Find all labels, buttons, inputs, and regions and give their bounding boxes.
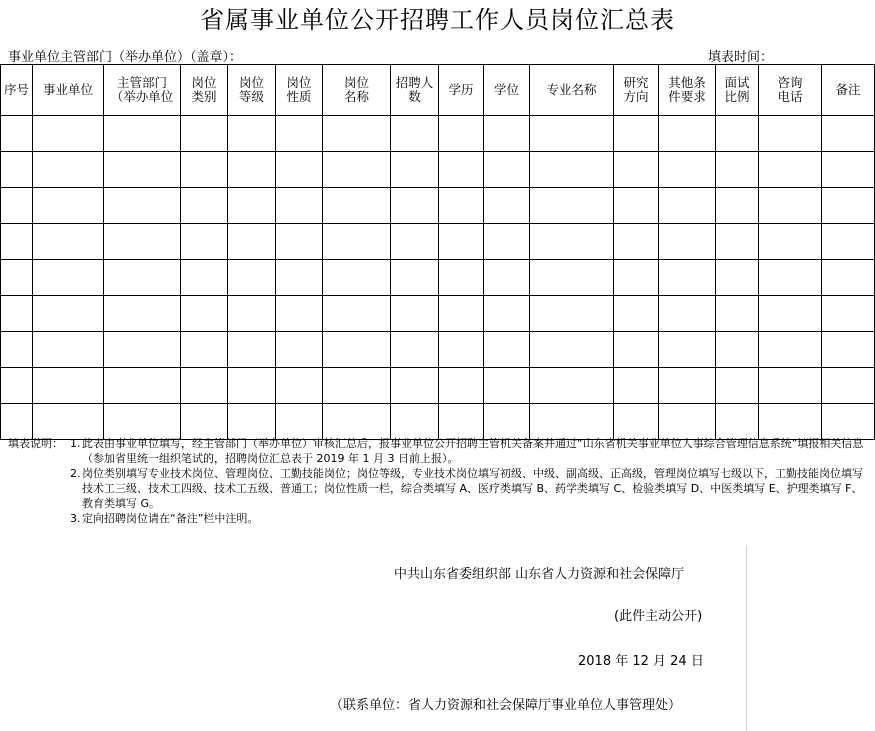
col-header-education: 学历 — [439, 65, 484, 116]
table-cell — [276, 260, 323, 296]
table-cell — [530, 296, 614, 332]
table-cell — [822, 296, 875, 332]
table-cell — [614, 260, 659, 296]
table-cell — [530, 152, 614, 188]
table-cell — [822, 152, 875, 188]
table-cell — [614, 188, 659, 224]
table-cell — [181, 188, 228, 224]
table-cell — [659, 188, 716, 224]
table-cell — [530, 224, 614, 260]
table-cell — [33, 188, 104, 224]
table-cell — [228, 224, 276, 260]
table-cell — [228, 260, 276, 296]
table-cell — [181, 260, 228, 296]
col-header-phone: 咨询 电话 — [759, 65, 822, 116]
page-title: 省属事业单位公开招聘工作人员岗位汇总表 — [200, 6, 675, 34]
table-row — [1, 404, 875, 440]
col-header-index: 序号 — [1, 65, 33, 116]
table-cell — [104, 188, 181, 224]
instructions-heading: 填表说明： — [8, 437, 63, 450]
table-cell — [484, 260, 530, 296]
table-row — [1, 368, 875, 404]
instruction-item — [70, 511, 868, 526]
col-header-other: 其他条 件要求 — [659, 65, 716, 116]
table-cell — [33, 296, 104, 332]
table-cell — [1, 188, 33, 224]
table-cell — [323, 152, 391, 188]
table-cell — [323, 188, 391, 224]
table-cell — [530, 188, 614, 224]
table-cell — [716, 152, 759, 188]
table-cell — [323, 404, 391, 440]
col-header-degree: 学位 — [484, 65, 530, 116]
table-cell — [276, 224, 323, 260]
table-cell — [104, 260, 181, 296]
table-cell — [391, 296, 439, 332]
table-cell — [759, 404, 822, 440]
contact-line: （联系单位：省人力资源和社会保障厅事业单位人事管理处） — [330, 698, 682, 713]
table-cell — [716, 116, 759, 152]
table-cell — [228, 404, 276, 440]
col-header-post-nature: 岗位 性质 — [276, 65, 323, 116]
table-cell — [323, 116, 391, 152]
table-cell — [391, 260, 439, 296]
table-cell — [1, 296, 33, 332]
table-cell — [276, 152, 323, 188]
table-cell — [181, 116, 228, 152]
table-cell — [484, 296, 530, 332]
table-row — [1, 152, 875, 188]
table-cell — [530, 404, 614, 440]
table-cell — [228, 368, 276, 404]
table-cell — [33, 224, 104, 260]
col-header-post-category: 岗位 类别 — [181, 65, 228, 116]
instruction-number: 2. — [70, 467, 81, 480]
col-header-post-name: 岗位 名称 — [323, 65, 391, 116]
table-cell — [1, 332, 33, 368]
table-cell — [822, 224, 875, 260]
table-cell — [104, 296, 181, 332]
table-cell — [276, 368, 323, 404]
table-cell — [391, 224, 439, 260]
table-cell — [323, 332, 391, 368]
table-cell — [759, 296, 822, 332]
table-cell — [716, 404, 759, 440]
table-cell — [439, 224, 484, 260]
instruction-text: 定向招聘岗位请在“备注”栏中注明。 — [82, 512, 259, 525]
table-cell — [33, 368, 104, 404]
table-cell — [391, 116, 439, 152]
table-cell — [1, 152, 33, 188]
table-cell — [276, 116, 323, 152]
col-header-unit: 事业单位 — [33, 65, 104, 116]
col-header-headcount: 招聘人 数 — [391, 65, 439, 116]
table-cell — [104, 116, 181, 152]
position-summary-table — [0, 64, 875, 440]
table-cell — [614, 296, 659, 332]
table-cell — [33, 116, 104, 152]
table-cell — [822, 188, 875, 224]
table-cell — [659, 152, 716, 188]
table-cell — [1, 224, 33, 260]
table-cell — [614, 116, 659, 152]
table-cell — [391, 188, 439, 224]
table-cell — [391, 332, 439, 368]
table-cell — [1, 260, 33, 296]
table-cell — [759, 188, 822, 224]
col-header-interview-ratio: 面试 比例 — [716, 65, 759, 116]
table-cell — [181, 332, 228, 368]
table-cell — [484, 404, 530, 440]
table-cell — [659, 224, 716, 260]
table-cell — [104, 404, 181, 440]
table-cell — [659, 404, 716, 440]
table-cell — [276, 296, 323, 332]
table-cell — [484, 332, 530, 368]
instructions-list — [70, 436, 868, 526]
table-cell — [439, 404, 484, 440]
table-cell — [439, 116, 484, 152]
table-cell — [104, 332, 181, 368]
instruction-text: 此表由事业单位填写，经主管部门（举办单位）审核汇总后，报事业单位公开招聘主管机关备案并通过“山东省机关事业单位人事综合管理信息系统”填报相关信息（参加省里统一组织笔试的，招聘岗位汇总表于 2019 年 1 月 3 日前上报）。 — [82, 437, 864, 465]
table-cell — [484, 188, 530, 224]
table-row — [1, 260, 875, 296]
table-cell — [1, 116, 33, 152]
table-cell — [484, 116, 530, 152]
table-cell — [716, 224, 759, 260]
table-cell — [716, 368, 759, 404]
table-cell — [33, 152, 104, 188]
issue-date: 2018 年 12 月 24 日 — [578, 654, 704, 669]
table-cell — [323, 296, 391, 332]
table-cell — [822, 404, 875, 440]
instruction-number: 3. — [70, 512, 81, 525]
table-cell — [759, 368, 822, 404]
table-cell — [391, 368, 439, 404]
table-cell — [1, 368, 33, 404]
table-row — [1, 296, 875, 332]
page-divider — [746, 545, 747, 731]
table-cell — [33, 404, 104, 440]
public-note: (此件主动公开) — [614, 609, 703, 624]
instruction-text: 岗位类别填写专业技术岗位、管理岗位、工勤技能岗位；岗位等级，专业技术岗位填写初级、中级、副高级、正高级，管理岗位填写七级以下，工勤技能岗位填写技术工三级、技术工四级、技术工五级、普通工；岗位性质一栏，综合类填写 A、医疗类填写 B、药学类填写 C、检验类填写 D、中医类填写 E、护理类填写 F、教育类填写 G。 — [82, 467, 863, 510]
header-row — [1, 65, 875, 116]
table-cell — [530, 332, 614, 368]
table-cell — [228, 332, 276, 368]
table-cell — [391, 404, 439, 440]
table-cell — [759, 224, 822, 260]
table-cell — [439, 152, 484, 188]
table-cell — [822, 368, 875, 404]
table-cell — [716, 296, 759, 332]
table-cell — [276, 188, 323, 224]
instruction-item — [70, 436, 868, 466]
col-header-research: 研究 方向 — [614, 65, 659, 116]
table-cell — [181, 368, 228, 404]
table-cell — [484, 224, 530, 260]
table-cell — [716, 188, 759, 224]
table-cell — [614, 404, 659, 440]
table-cell — [439, 188, 484, 224]
table-cell — [759, 332, 822, 368]
col-header-remarks: 备注 — [822, 65, 875, 116]
table-row — [1, 116, 875, 152]
table-cell — [659, 116, 716, 152]
table-cell — [323, 224, 391, 260]
table-cell — [439, 332, 484, 368]
table-cell — [323, 368, 391, 404]
table-cell — [228, 296, 276, 332]
table-cell — [614, 332, 659, 368]
table-cell — [716, 260, 759, 296]
table-cell — [530, 368, 614, 404]
issuer-line: 中共山东省委组织部 山东省人力资源和社会保障厅 — [394, 567, 685, 582]
table-cell — [276, 404, 323, 440]
table-cell — [181, 152, 228, 188]
table-cell — [822, 332, 875, 368]
col-header-major: 专业名称 — [530, 65, 614, 116]
table-cell — [530, 260, 614, 296]
table-cell — [614, 152, 659, 188]
table-cell — [759, 116, 822, 152]
table-cell — [659, 332, 716, 368]
table-cell — [181, 404, 228, 440]
table-cell — [228, 152, 276, 188]
table-cell — [1, 404, 33, 440]
unit-label: 事业单位主管部门（举办单位）（盖章）： — [8, 50, 243, 65]
table-cell — [822, 260, 875, 296]
table-cell — [439, 368, 484, 404]
table-row — [1, 224, 875, 260]
table-cell — [659, 260, 716, 296]
table-cell — [659, 296, 716, 332]
table-cell — [484, 368, 530, 404]
table-cell — [104, 152, 181, 188]
table-cell — [228, 188, 276, 224]
table-cell — [659, 368, 716, 404]
table-cell — [391, 152, 439, 188]
table-cell — [614, 224, 659, 260]
table-cell — [276, 332, 323, 368]
table-cell — [759, 260, 822, 296]
table-cell — [181, 224, 228, 260]
table-cell — [439, 296, 484, 332]
table-cell — [439, 260, 484, 296]
col-header-department: 主管部门 （举办单位 — [104, 65, 181, 116]
table-cell — [759, 152, 822, 188]
table-cell — [822, 116, 875, 152]
table-cell — [181, 296, 228, 332]
table-row — [1, 188, 875, 224]
table-cell — [484, 152, 530, 188]
date-label: 填表时间： — [708, 50, 774, 65]
instruction-number: 1. — [70, 437, 81, 450]
table-cell — [104, 368, 181, 404]
table-cell — [716, 332, 759, 368]
table-cell — [323, 260, 391, 296]
table-cell — [614, 368, 659, 404]
instruction-item — [70, 466, 868, 511]
col-header-post-grade: 岗位 等级 — [228, 65, 276, 116]
table-cell — [104, 224, 181, 260]
table-cell — [33, 260, 104, 296]
table-cell — [530, 116, 614, 152]
table-cell — [33, 332, 104, 368]
table-cell — [228, 116, 276, 152]
table-row — [1, 332, 875, 368]
